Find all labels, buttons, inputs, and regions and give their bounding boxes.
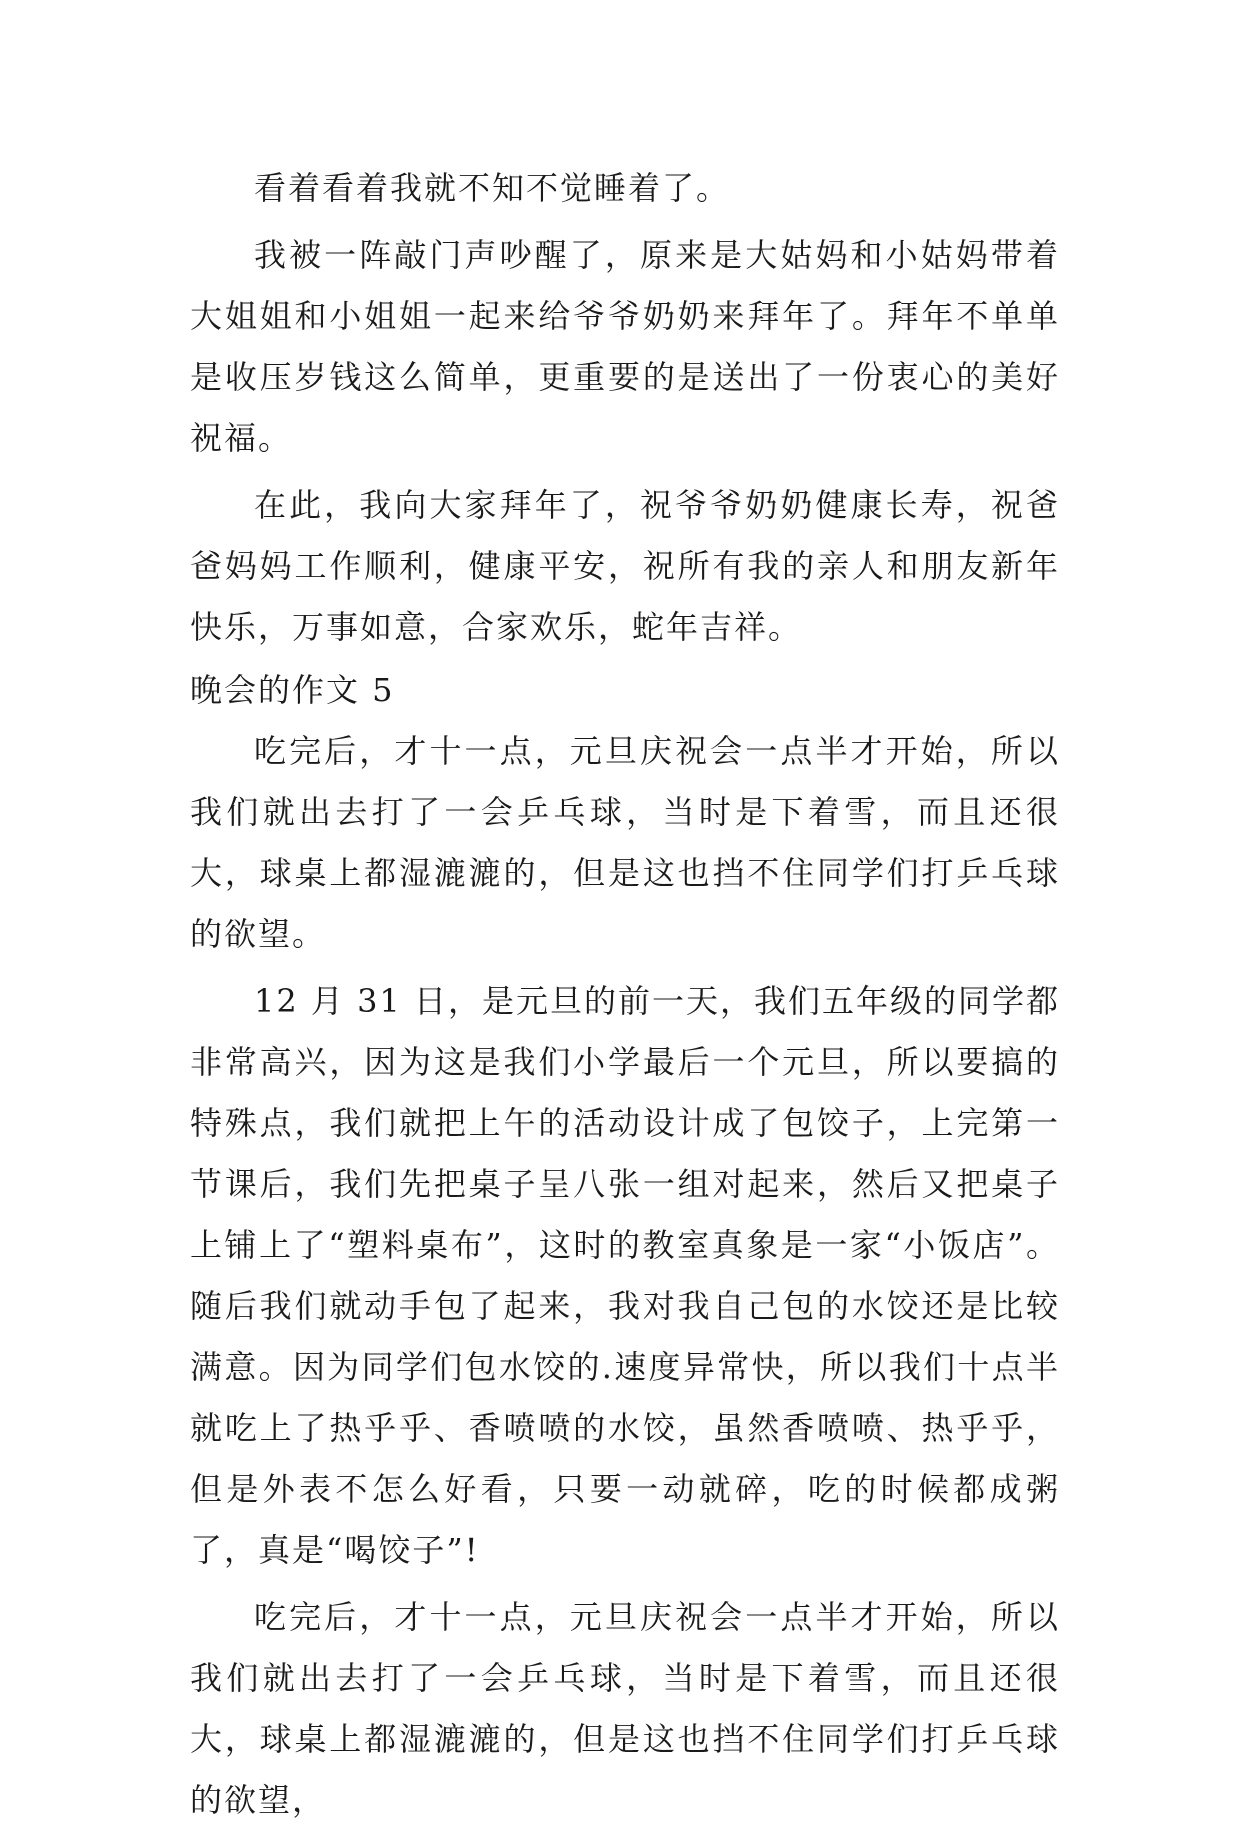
paragraph: 我被一阵敲门声吵醒了，原来是大姑妈和小姑妈带着大姐姐和小姐姐一起来给爷爷奶奶来拜年了。拜年不单单是收压岁钱这么简单，更重要的是送出了一份衷心的美好祝福。 (190, 236, 1060, 457)
paragraph: 看着看着我就不知不觉睡着了。 (254, 169, 731, 207)
section-heading: 晚会的作文 5 (190, 671, 395, 709)
document-body (190, 158, 1060, 1831)
paragraph: 吃完后，才十一点，元旦庆祝会一点半才开始，所以我们就出去打了一会乒乓球，当时是下着雪，而且还很大，球桌上都湿漉漉的，但是这也挡不住同学们打乒乓球的欲望， (190, 1598, 1060, 1819)
paragraph: 12 月 31 日，是元旦的前一天，我们五年级的同学都非常高兴，因为这是我们小学最后一个元旦，所以要搞的特殊点，我们就把上午的活动设计成了包饺子，上完第一节课后，我们先把桌子呈八张一组对起来，然后又把桌子上铺上了“塑料桌布”，这时的教室真象是一家“小饭店”。随后我们就动手包了起来，我对我自己包的水饺还是比较满意。因为同学们包水饺的.速度异常快，所以我们十点半就吃上了热乎乎、香喷喷的水饺，虽然香喷喷、热乎乎，但是外表不怎么好看，只要一动就碎，吃的时候都成粥了，真是“喝饺子”! (190, 982, 1060, 1569)
paragraph: 吃完后，才十一点，元旦庆祝会一点半才开始，所以我们就出去打了一会乒乓球，当时是下着雪，而且还很大，球桌上都湿漉漉的，但是这也挡不住同学们打乒乓球的欲望。 (190, 732, 1060, 953)
paragraph: 在此，我向大家拜年了，祝爷爷奶奶健康长寿，祝爸爸妈妈工作顺利，健康平安，祝所有我的亲人和朋友新年快乐，万事如意，合家欢乐，蛇年吉祥。 (190, 486, 1060, 646)
